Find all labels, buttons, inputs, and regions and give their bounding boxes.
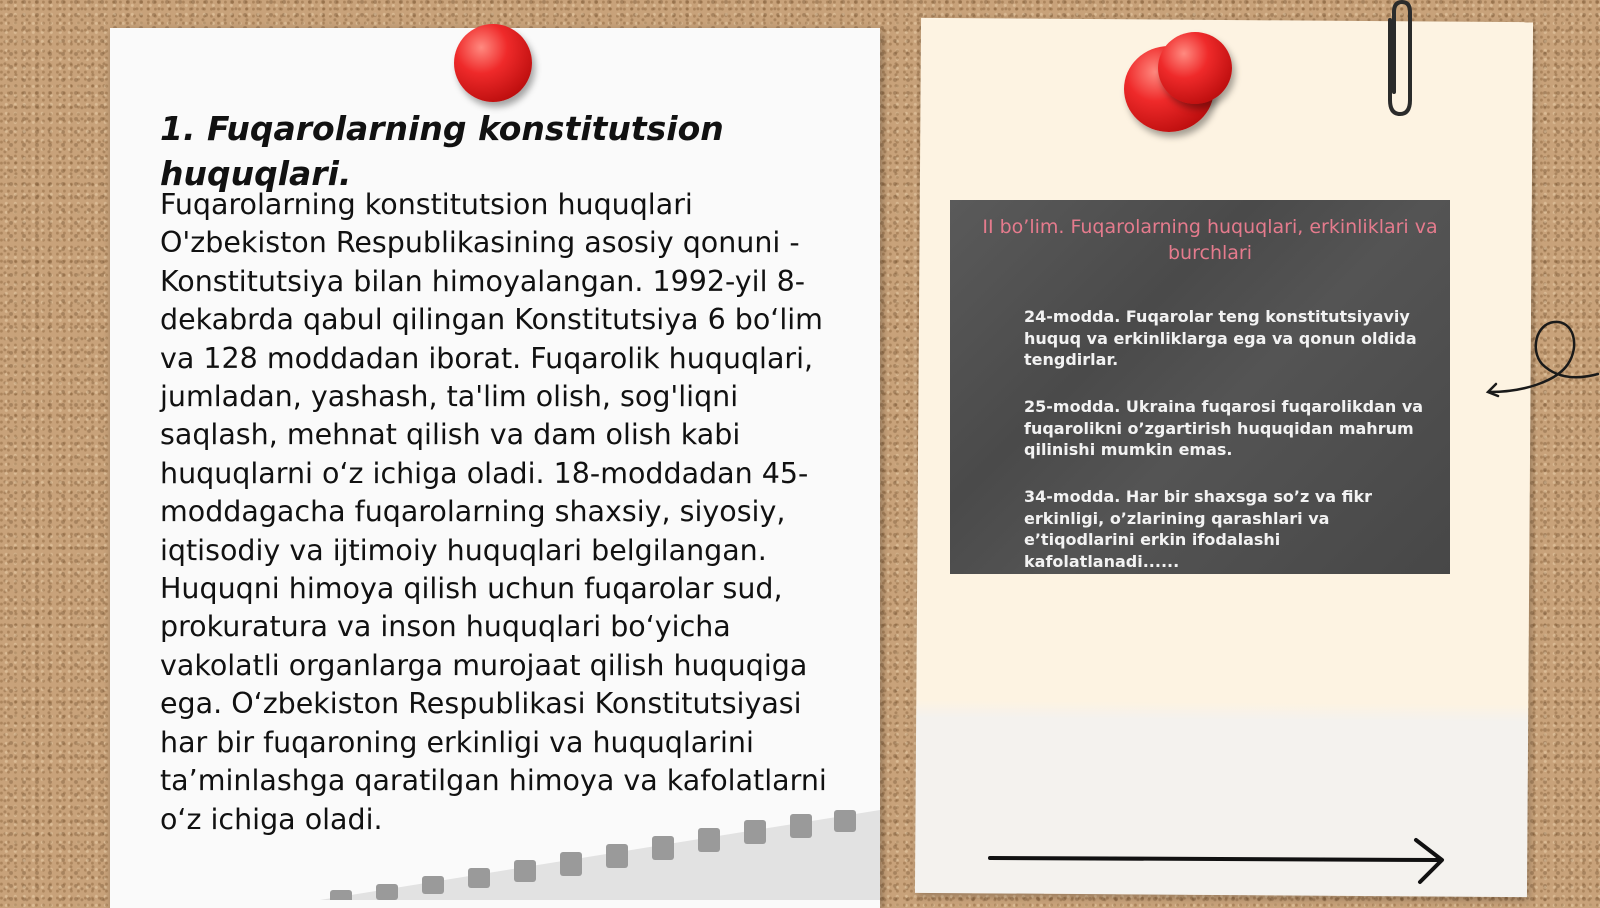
- paperclip-icon: [1380, 0, 1414, 120]
- arrow-right-icon: [986, 836, 1450, 886]
- push-pin-icon: [1158, 32, 1232, 104]
- squiggle-arrow-doodle: [1480, 310, 1600, 410]
- section-heading: 1. Fuqarolarning konstitutsion huquqlari.: [160, 109, 724, 193]
- body-paragraph: Fuqarolarning konstitutsion huquqlari O'zbekiston Respublikasining asosiy qonuni - Konstitutsiya bilan himoyalangan. 1992-yil 8-dekabrda qabul qilingan Konstitutsiya 6 bo‘lim va 128 moddadan iborat. Fuqarolik huquqlari, jumladan, yashash, ta'lim olish, sog'liqni saqlash, mehnat qilish va dam olish kabi huquqlarni o‘z ichiga oladi. 18-moddadan 45-moddagacha fuqarolarning shaxsiy, siyosiy, iqtisodiy va ijtimoiy huquqlari belgilangan. Huquqni himoya qilish uchun fuqarolar sud, prokuratura va inson huquqlari bo‘yicha vakolatli organlarga murojaat qilish huquqiga ega. O‘zbekiston Respublikasi Konstitutsiyasi har bir fuqaroning erkinligi va huquqlarini ta’minlashga qaratilgan himoya va kafolatlarni o‘z ichiga oladi.: [160, 188, 827, 836]
- slide-article-34: 34-modda. Har bir shaxsga so’z va fikr erkinligi, o’zlarining qarashlari va e’tiqodlarini erkin ifodalashi kafolatlanadi......: [1024, 487, 1373, 571]
- slide-article-24: 24-modda. Fuqarolar teng konstitutsiyaviy huquq va erkinliklarga ega va qonun oldida tengdirlar.: [1024, 307, 1417, 369]
- torn-tape-decoration: [320, 810, 880, 900]
- slide-article-25: 25-modda. Ukraina fuqarosi fuqarolikdan va fuqarolikni o’zgartirish huquqidan mahrum qilinishi mumkin emas.: [1024, 397, 1424, 459]
- push-pin-icon: [454, 24, 532, 102]
- constitution-slide-image: [950, 200, 1450, 574]
- slide-title: II bo’lim. Fuqarolarning huquqlari, erkinliklari va burchlari: [982, 216, 1438, 264]
